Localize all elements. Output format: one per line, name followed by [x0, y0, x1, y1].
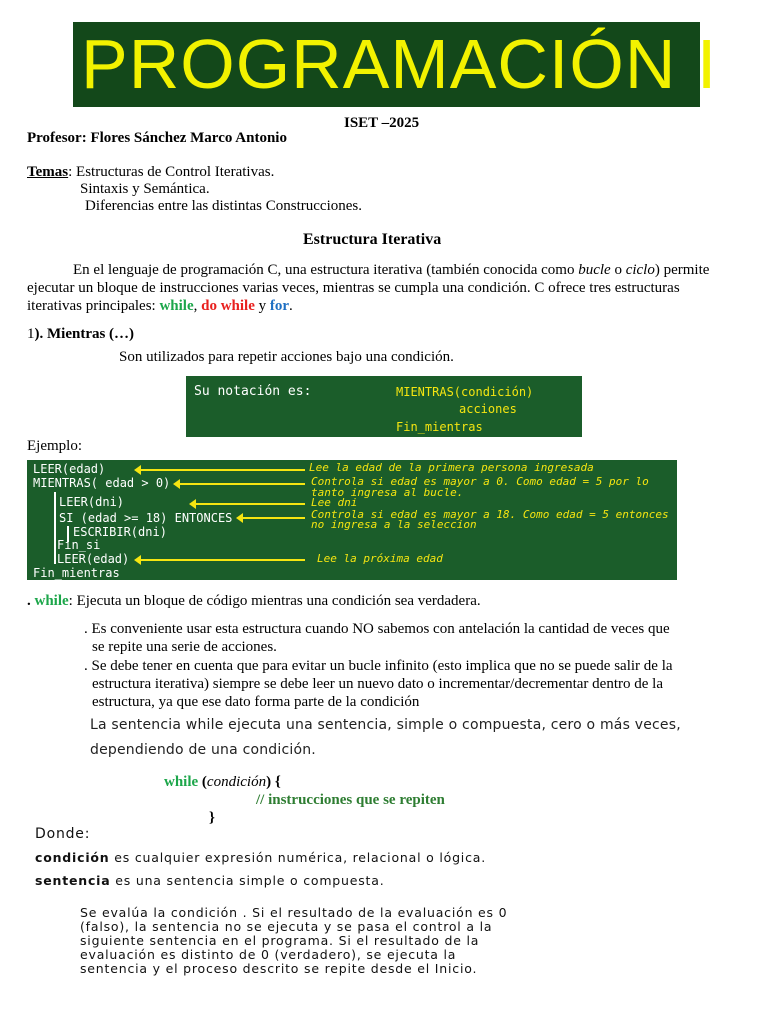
note: tanto ingresa al bucle.: [311, 486, 464, 499]
while-image-line-1: La sentencia while ejecuta una sentencia, simple o compuesta, cero o más veces,: [90, 717, 681, 733]
while-syntax: [164, 773, 281, 791]
banner-title: PROGRAMACIÓN I: [81, 25, 718, 103]
code-line: SI (edad >= 18) ENTONCES: [59, 511, 233, 525]
keyword-while: while: [159, 298, 194, 314]
term-sentencia: sentencia: [35, 873, 111, 888]
note: Controla si edad es mayor a 0. Como edad = 5 por lo: [311, 475, 649, 488]
note: Lee dni: [311, 496, 358, 509]
code-line: LEER(edad): [57, 552, 130, 566]
note: Lee la edad de la primera persona ingresada: [309, 461, 594, 474]
arrow: [242, 517, 305, 519]
code-line: LEER(edad): [33, 462, 106, 476]
condicion-line: [35, 850, 486, 865]
professor-name: Profesor: Flores Sánchez Marco Antonio: [27, 130, 287, 146]
syntax-comment: // instrucciones que se repiten: [256, 792, 445, 808]
intro-line-3: [27, 297, 293, 315]
code-line: Fin_si: [57, 538, 101, 552]
keyword-while: while: [164, 774, 199, 790]
notation-label: Su notación es:: [194, 384, 312, 399]
temas-sep: :: [68, 164, 77, 180]
sep: .: [289, 298, 293, 314]
note: Lee la próxima edad: [317, 552, 443, 565]
keyword-do-while: do while: [201, 298, 255, 314]
eval-line: Se evalúa la condición . Si el resultado de la evaluación es 0: [80, 905, 508, 920]
term-bucle: bucle: [578, 262, 611, 278]
eval-line: evaluación es distinto de 0 (verdadero), se ejecuta la: [80, 947, 457, 962]
notation-board: [186, 376, 582, 437]
institution-year: ISET –2025: [344, 115, 420, 131]
syntax-close-brace: }: [209, 810, 215, 826]
code-line: ESCRIBIR(dni): [73, 525, 167, 539]
loop-bar: [54, 492, 56, 564]
temas-label: Temas: [27, 164, 69, 180]
eval-line: (falso), la sentencia no se ejecuta y se pasa el control a la: [80, 919, 493, 934]
intro-line-2: ejecutar un bloque de instrucciones varias veces, mientras se cumpla una condición. C ofrece tres estructuras: [27, 280, 680, 296]
example-board: [27, 460, 677, 580]
while-point-2b: estructura iterativa) siempre se debe leer un nuevo dato o incrementar/decrementar dentro de la: [92, 676, 663, 692]
intro-text: o: [610, 262, 626, 278]
heading-number: 1: [27, 326, 35, 342]
notation-line-2: acciones: [459, 402, 517, 416]
cond-desc: es cualquier expresión numérica, relacional o lógica.: [109, 850, 486, 865]
term-ciclo: ciclo: [625, 262, 655, 278]
intro-line-1: [73, 261, 709, 279]
eval-line: siguiente sentencia en el programa. Si el resultado de la: [80, 933, 480, 948]
while-point-1a: . Es conveniente usar esta estructura cuando NO sabemos con antelación la cantidad de veces que: [84, 621, 670, 637]
notation-line-3: Fin_mientras: [396, 420, 483, 434]
keyword-while: while: [34, 593, 69, 609]
intro-text: En el lenguaje de programación C, una estructura iterativa (también conocida como: [73, 262, 579, 278]
note: Controla si edad es mayor a 18. Como edad = 5 entonces: [311, 508, 669, 521]
while-point-2c: estructura, ya que ese dato forma parte de la condición: [92, 694, 420, 710]
sep: y: [254, 298, 270, 314]
intro-text: ) permite: [654, 262, 710, 278]
code-line: Fin_mientras: [33, 566, 120, 580]
code-line: MIENTRAS( edad > 0): [33, 476, 171, 490]
heading-text: ). Mientras (…): [34, 326, 135, 342]
arrow: [140, 469, 305, 471]
while-desc: : Ejecuta un bloque de código mientras una condición sea verdadera.: [68, 593, 481, 609]
code-line: LEER(dni): [59, 495, 125, 509]
section-title: Estructura Iterativa: [303, 231, 442, 248]
arrow: [140, 559, 305, 561]
mientras-heading: [27, 325, 134, 343]
temas-line: [27, 163, 274, 181]
while-point-1b: se repite una serie de acciones.: [92, 639, 277, 655]
ejemplo-label: Ejemplo:: [27, 438, 82, 454]
note: no ingresa a la seleccion: [311, 518, 477, 531]
title-banner: [73, 22, 718, 107]
keyword-for: for: [269, 298, 290, 314]
tema-2: Sintaxis y Semántica.: [80, 181, 210, 197]
arrow: [179, 483, 305, 485]
mientras-description: Son utilizados para repetir acciones bajo una condición.: [119, 349, 454, 365]
arrow: [195, 503, 305, 505]
term-condicion: condición: [35, 850, 110, 865]
tema-1: Estructuras de Control Iterativas.: [76, 164, 275, 180]
tema-3: Diferencias entre las distintas Construcciones.: [85, 198, 363, 214]
intro-text: iterativas principales:: [27, 298, 160, 314]
eval-line: sentencia y el proceso descrito se repite desde el Inicio.: [80, 961, 478, 976]
while-definition: [27, 592, 481, 610]
sep: ,: [193, 298, 202, 314]
while-image-line-2: dependiendo de una condición.: [90, 742, 316, 758]
sent-desc: es una sentencia simple o compuesta.: [110, 873, 385, 888]
notation-line-1: MIENTRAS(condición): [396, 385, 534, 399]
syntax-condition: condición: [206, 774, 267, 790]
while-point-2a: . Se debe tener en cuenta que para evitar un bucle infinito (esto implica que no se puede salir de la: [84, 658, 673, 674]
donde-label: Donde:: [35, 826, 91, 842]
paren: ) {: [266, 774, 281, 790]
paren: (: [198, 774, 207, 790]
bullet: .: [27, 593, 35, 609]
sentencia-line: [35, 873, 385, 888]
